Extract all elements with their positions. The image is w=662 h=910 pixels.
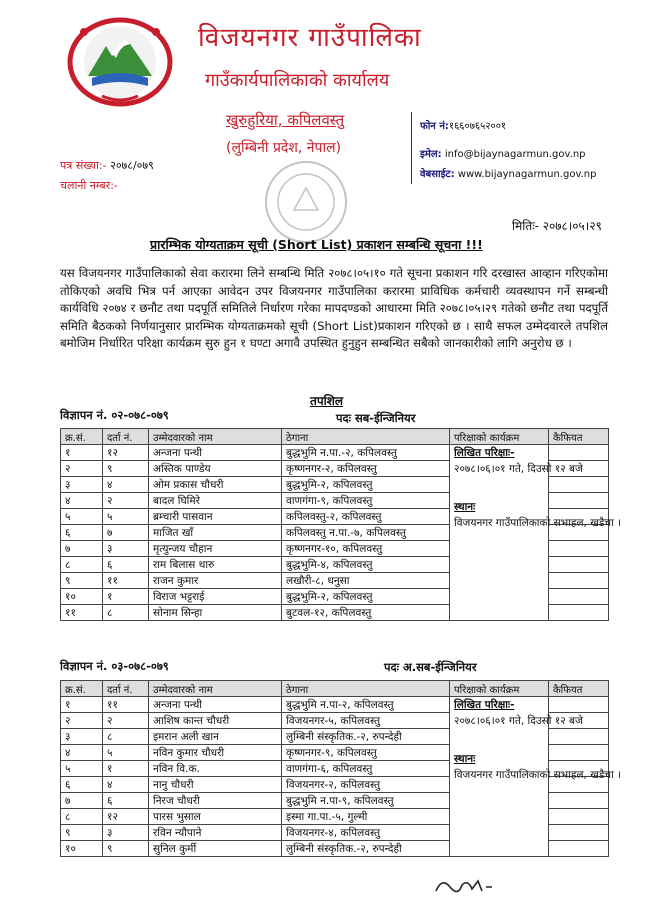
reg-no-cell: ४ — [103, 477, 149, 493]
remarks-cell — [549, 729, 609, 745]
website-address: www.bijaynagarmun.gov.np — [457, 169, 597, 180]
signature — [432, 873, 496, 899]
address-cell: बुद्धभुमि न.पा-९, कपिलवस्तु — [282, 793, 450, 809]
candidate-name-cell: निरज चौधरी — [149, 793, 282, 809]
reg-no-cell: २ — [103, 493, 149, 509]
written-exam-label: लिखित परिक्षाः- — [454, 447, 515, 459]
table-row — [61, 445, 609, 461]
province-name: (लुम्बिनी प्रदेश, नेपाल) — [226, 140, 342, 156]
reg-no-cell: ६ — [103, 793, 149, 809]
col-exam: परिक्षाको कार्यक्रम — [450, 681, 549, 697]
remarks-cell — [549, 589, 609, 605]
ref-number: २०७८/०७९ — [110, 159, 154, 172]
candidate-name-cell: आशिष कान्त चौधरी — [149, 713, 282, 729]
candidate-name-cell: नविन वि.क. — [149, 761, 282, 777]
remarks-cell — [549, 697, 609, 713]
serial-cell: ६ — [61, 525, 103, 541]
col-name: उम्मेदवारको नाम — [149, 681, 282, 697]
candidate-name-cell: मृत्युन्जय चौहान — [149, 541, 282, 557]
reg-no-cell: ९ — [103, 461, 149, 477]
exam-venue: विजयनगर गाउँपालिकाको सभाहल, खडैचा । — [454, 769, 622, 781]
col-remarks: कैफियत — [549, 681, 609, 697]
office-seal-stamp — [262, 158, 350, 246]
reg-no-cell: ८ — [103, 729, 149, 745]
reg-no-cell: ११ — [103, 697, 149, 713]
remarks-cell — [549, 557, 609, 573]
reg-no-cell: ७ — [103, 525, 149, 541]
nepal-emblem-logo — [62, 12, 178, 108]
post-title: पदः सब-ईन्जिनियर — [336, 411, 416, 425]
remarks-cell — [549, 745, 609, 761]
serial-cell: ३ — [61, 477, 103, 493]
address-cell: कपिलवस्तु-२, कपिलवस्तु — [282, 509, 450, 525]
exam-schedule-cell — [450, 445, 622, 621]
remarks-cell — [549, 541, 609, 557]
address-cell: बुद्धभुमि-२, कपिलवस्तु — [282, 477, 450, 493]
candidate-name-cell: रविन न्यौपाने — [149, 825, 282, 841]
notice-body: यस विजयनगर गाउँपालिकाको सेवा करारमा लिने सम्बन्धि मिति २०७८।०५।१० गते सूचना प्रकाशन गरि दरखास्त आव्हान गरिएकोमा तोकिएको अवधि भित्र पर्न आएका आवेदन उपर विजयनगर गाउँपालिका करारमा प्राविधिक कर्मचारी व्यवस्थापन गर्ने सम्बन्धी कार्यविधि २०७४ र छनौट तथा पदपूर्ति समितिले निर्धारण गरेका मापदण्डको आधारमा मिति २०७८।०५।२९ गतेको छनौट तथा पदपूर्ति समिति बैठकको निर्णयानुसार प्रारम्भिक योग्यताक्रमको सूची (Short List)प्रकाशन गरिएको छ । साथै सफल उम्मेदवारले तपशिल बमोजिम निर्धारित परिक्षा कार्यक्रम सुरु हुन १ घण्टा अगावै उपस्थित हुनुहुन सम्बन्धित सबैको जानकारीको लागि अनुरोध छ । — [60, 266, 609, 350]
ref-label: पत्र संख्या:- — [60, 159, 107, 172]
notice-title: प्रारम्भिक योग्यताक्रम सूची (Short List) प्रकाशन सम्बन्धि सूचना !!! — [150, 237, 483, 252]
candidate-name-cell: ब्रम्चारी पासवान — [149, 509, 282, 525]
reg-no-cell: १ — [103, 589, 149, 605]
address-cell: इस्मा गा.पा.-५, गुल्मी — [282, 809, 450, 825]
serial-cell: ९ — [61, 825, 103, 841]
serial-cell: ९ — [61, 573, 103, 589]
address-cell: वाणगंगा-९, कपिलवस्तु — [282, 493, 450, 509]
reg-no-cell: ११ — [103, 573, 149, 589]
address-cell: लुम्बिनी संस्कृतिक.-२, रुपन्देही — [282, 841, 450, 857]
col-address: ठेगाना — [282, 429, 450, 445]
address-cell: बुद्धभुमि-४, कपिलवस्तु — [282, 557, 450, 573]
schedule-heading: तपशिल — [310, 394, 344, 408]
email-label: इमेल: — [420, 149, 442, 160]
serial-cell: १० — [61, 589, 103, 605]
address-cell: कृष्णनगर-९, कपिलवस्तु — [282, 745, 450, 761]
candidate-name-cell: सुनिल कुर्मी — [149, 841, 282, 857]
reg-no-cell: ८ — [103, 605, 149, 621]
reg-no-cell: १ — [103, 761, 149, 777]
candidate-name-cell: विराज भट्टराई — [149, 589, 282, 605]
address-cell: विजयनगर-४, कपिलवस्तु — [282, 825, 450, 841]
serial-cell: १ — [61, 697, 103, 713]
candidate-name-cell: अन्जना पन्थी — [149, 445, 282, 461]
reg-no-cell: ९ — [103, 841, 149, 857]
serial-cell: ६ — [61, 777, 103, 793]
col-name: उम्मेदवारको नाम — [149, 429, 282, 445]
serial-cell: ४ — [61, 745, 103, 761]
address-cell: कपिलवस्तु न.पा.-७, कपिलवस्तु — [282, 525, 450, 541]
candidate-name-cell: इमरान अली खान — [149, 729, 282, 745]
remarks-cell — [549, 445, 609, 461]
exam-schedule-cell — [450, 697, 622, 857]
col-exam: परिक्षाको कार्यक्रम — [450, 429, 549, 445]
table-header-row — [61, 429, 609, 445]
reg-no-cell: ६ — [103, 557, 149, 573]
serial-cell: २ — [61, 713, 103, 729]
candidate-name-cell: नविन कुमार चौधरी — [149, 745, 282, 761]
remarks-cell — [549, 605, 609, 621]
post-title: पदः अ.सब-ईन्जिनियर — [384, 660, 477, 674]
table-header-row — [61, 681, 609, 697]
reg-no-cell: ५ — [103, 509, 149, 525]
advert-number: विज्ञापन नं. ०२-०७८-०७९ — [60, 408, 169, 422]
municipality-name: विजयनगर गाउँपालिका — [198, 23, 422, 53]
written-exam-label: लिखित परिक्षाः- — [454, 699, 515, 711]
address-cell: लखौरी-८, धनुसा — [282, 573, 450, 589]
reg-no-cell: ३ — [103, 825, 149, 841]
email-address: info@bijaynagarmun.gov.np — [444, 149, 586, 160]
office-name: गाउँकार्यपालिकाको कार्यालय — [205, 70, 390, 91]
candidate-name-cell: राजन कुमार — [149, 573, 282, 589]
address-cell: कृष्णनगर-२, कपिलवस्तु — [282, 461, 450, 477]
exam-venue: विजयनगर गाउँपालिकाको सभाहल, खडैचा । — [454, 517, 622, 529]
remarks-cell — [549, 477, 609, 493]
col-serial: क्र.सं. — [61, 429, 103, 445]
candidate-name-cell: अस्तिक पाण्डेय — [149, 461, 282, 477]
serial-cell: ५ — [61, 509, 103, 525]
reg-no-cell: ३ — [103, 541, 149, 557]
candidate-name-cell: माजित खाँ — [149, 525, 282, 541]
phone-line — [420, 118, 506, 132]
col-serial: क्र.सं. — [61, 681, 103, 697]
col-reg-no: दर्ता नं. — [103, 429, 149, 445]
serial-cell: ११ — [61, 605, 103, 621]
serial-cell: २ — [61, 461, 103, 477]
col-reg-no: दर्ता नं. — [103, 681, 149, 697]
shortlist-table — [60, 680, 622, 857]
venue-label: स्थानः — [454, 501, 476, 513]
exam-datetime: २०७८।०६।०१ गते, दिउसो १२ बजे — [454, 715, 583, 727]
header-divider — [411, 112, 412, 184]
table-row — [61, 697, 609, 713]
exam-datetime: २०७८।०६।०१ गते, दिउसो १२ बजे — [454, 463, 583, 475]
phone-label: फोन नं: — [420, 121, 449, 132]
address-cell: लुम्बिनी संस्कृतिक.-२, रुपन्देही — [282, 729, 450, 745]
address-cell: वाणगंगा-६, कपिलवस्तु — [282, 761, 450, 777]
reg-no-cell: २ — [103, 713, 149, 729]
remarks-cell — [549, 493, 609, 509]
serial-cell: ५ — [61, 761, 103, 777]
candidate-name-cell: पारस भुसाल — [149, 809, 282, 825]
website-line — [420, 166, 596, 180]
serial-cell: १ — [61, 445, 103, 461]
office-location: खुरुहुरिया, कपिलवस्तु — [226, 111, 345, 129]
serial-cell: ८ — [61, 809, 103, 825]
candidate-name-cell: ओम प्रकास चौधरी — [149, 477, 282, 493]
venue-label: स्थानः — [454, 753, 476, 765]
serial-cell: ८ — [61, 557, 103, 573]
address-cell: विजयनगर-५, कपिलवस्तु — [282, 713, 450, 729]
address-cell: कृष्णनगर-१०, कपिलवस्तु — [282, 541, 450, 557]
shortlist-table — [60, 428, 622, 621]
email-line — [420, 146, 586, 160]
reg-no-cell: ४ — [103, 777, 149, 793]
serial-cell: ७ — [61, 793, 103, 809]
serial-cell: ३ — [61, 729, 103, 745]
dispatch-number: चलानी नम्बर:- — [60, 179, 118, 192]
serial-cell: ७ — [61, 541, 103, 557]
reg-no-cell: ५ — [103, 745, 149, 761]
letter-reference — [60, 158, 154, 173]
reg-no-cell: १२ — [103, 445, 149, 461]
notice-date: मितिः- २०७८।०५।२९ — [512, 219, 602, 233]
serial-cell: १० — [61, 841, 103, 857]
col-remarks: कैफियत — [549, 429, 609, 445]
address-cell: बुटवल-१२, कपिलवस्तु — [282, 605, 450, 621]
candidate-name-cell: सोनाम सिन्हा — [149, 605, 282, 621]
website-label: वेबसाईट: — [420, 169, 455, 180]
remarks-cell — [549, 573, 609, 589]
remarks-cell — [549, 825, 609, 841]
advert-number: विज्ञापन नं. ०३-०७८-०७९ — [60, 659, 169, 673]
serial-cell: ४ — [61, 493, 103, 509]
candidate-name-cell: राम बिलास थारु — [149, 557, 282, 573]
candidate-name-cell: बादल घिमिरे — [149, 493, 282, 509]
address-cell: बुद्धभुमि-२, कपिलवस्तु — [282, 589, 450, 605]
candidate-name-cell: अन्जना पन्थी — [149, 697, 282, 713]
phone-number: १६६०७६५२००१ — [448, 121, 507, 132]
reg-no-cell: १२ — [103, 809, 149, 825]
remarks-cell — [549, 809, 609, 825]
remarks-cell — [549, 841, 609, 857]
address-cell: विजयनगर-२, कपिलवस्तु — [282, 777, 450, 793]
address-cell: बुद्धभुमि न.पा.-२, कपिलवस्तु — [282, 445, 450, 461]
candidate-name-cell: नानु चौधरी — [149, 777, 282, 793]
address-cell: बुद्धभुमि न.पा-२, कपिलवस्तु — [282, 697, 450, 713]
remarks-cell — [549, 793, 609, 809]
col-address: ठेगाना — [282, 681, 450, 697]
